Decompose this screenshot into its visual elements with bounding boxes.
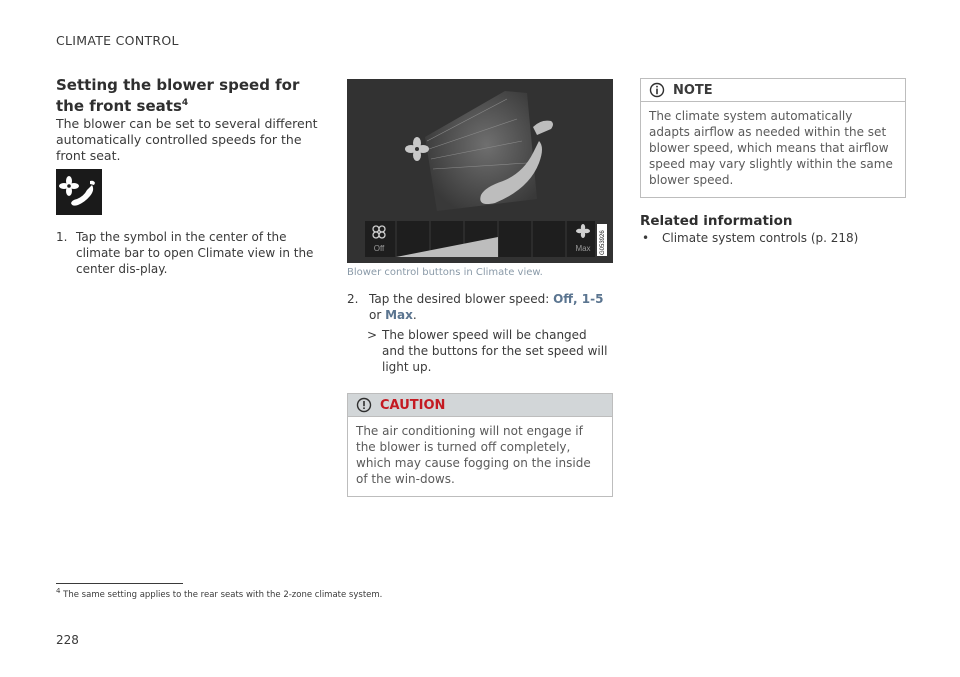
- info-icon: [649, 82, 665, 98]
- note-header: [641, 79, 905, 102]
- running-header: CLIMATE CONTROL: [56, 33, 179, 48]
- note-title: NOTE: [673, 82, 713, 98]
- caution-text: The air conditioning will not engage if the blower is turned off completely, which may cause fogging on the inside of the win-dows.: [356, 424, 591, 486]
- climate-view-illustration: [347, 79, 613, 263]
- speed-option-1: 1: [581, 292, 591, 306]
- caution-header: [348, 394, 612, 417]
- column-middle: [347, 79, 613, 497]
- step-2-result: > The blower speed will be changed and the buttons for the set speed will light up.: [367, 328, 608, 374]
- figure-code: G053926: [600, 230, 606, 255]
- column-right: [640, 78, 906, 246]
- related-link-climate-controls[interactable]: • Climate system controls (p. 218): [642, 231, 859, 245]
- speed-option-off: Off: [553, 292, 573, 306]
- speed-option-max: Max: [385, 308, 413, 322]
- column-left: [56, 76, 328, 277]
- note-box: [640, 78, 906, 198]
- step-1: 1. Tap the symbol in the center of the climate bar to open Climate view in the center dis-play.: [56, 230, 314, 276]
- fan-seat-icon: [59, 175, 99, 209]
- climate-view-figure: [347, 79, 613, 263]
- speed-option-5: 5: [595, 292, 604, 306]
- step-2: 2. Tap the desired blower speed: Off, 1-5 or Max.: [347, 292, 604, 322]
- section-title: Setting the blower speed for the front seats$^4$: [56, 76, 300, 115]
- step-1-text: Tap the symbol in the center of the climate bar to open Climate view in the center dis-play.: [76, 230, 314, 276]
- caution-title: CAUTION: [380, 397, 446, 413]
- max-label[interactable]: Max: [575, 244, 591, 253]
- figure-caption: Blower control buttons in Climate view.: [347, 267, 543, 278]
- intro-text: The blower can be set to several different automatically controlled speeds for the front seat.: [56, 116, 318, 163]
- fan-icon: [405, 137, 429, 161]
- note-text: The climate system automatically adapts airflow as needed within the set blower speed, which means that airflow speed may vary slightly within the same blower speed.: [649, 109, 893, 187]
- blower-seat-symbol: [56, 169, 102, 215]
- caution-box: [347, 393, 613, 497]
- footnote-divider: [56, 583, 183, 584]
- off-label[interactable]: Off: [373, 244, 385, 253]
- caution-icon: [356, 397, 372, 413]
- page-number: 228: [56, 633, 79, 647]
- footnote: $^4$ The same setting applies to the rear seats with the 2-zone climate system.: [56, 587, 383, 600]
- footnote-ref[interactable]: 4: [181, 98, 189, 108]
- related-info-title: Related information: [640, 213, 793, 229]
